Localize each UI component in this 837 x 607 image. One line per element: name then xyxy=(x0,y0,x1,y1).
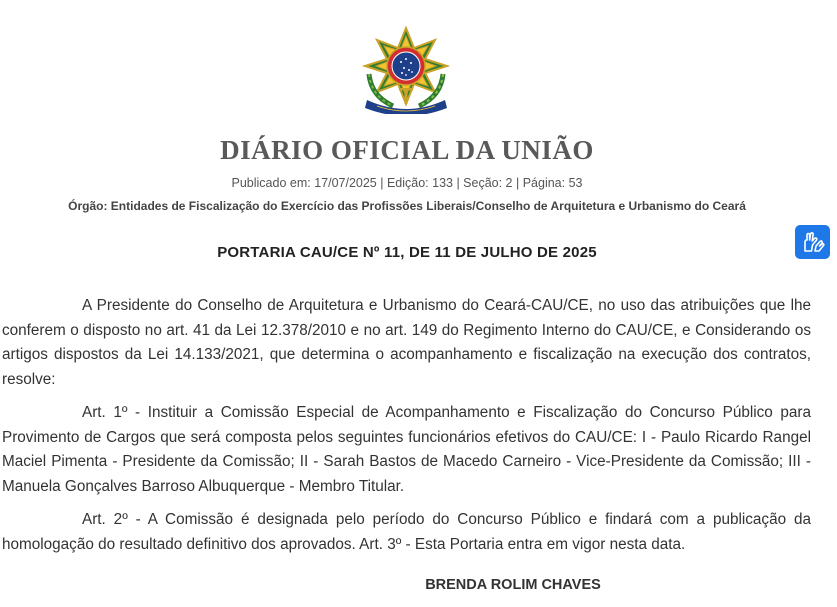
brazil-coat-of-arms-icon xyxy=(359,26,453,114)
act-body xyxy=(2,294,811,566)
preamble-paragraph: A Presidente do Conselho de Arquitetura e Urbanismo do Ceará-CAU/CE, no uso das atribuições que lhe conferem o disposto no art. 41 da Lei 12.378/2010 e no art. 149 do Regimento Interno do CAU/CE, e Considerando os artigos dispostos da Lei 14.133/2021, que determina o acompanhamento e fiscalização na execução dos contratos, resolve: xyxy=(2,297,811,388)
gazette-title: DIÁRIO OFICIAL DA UNIÃO xyxy=(220,135,594,165)
issuing-organ: Órgão: Entidades de Fiscalização do Exercício das Profissões Liberais/Conselho de Arquitetura e Urbanismo do Ceará xyxy=(68,199,746,213)
publication-info: Publicado em: 17/07/2025 | Edição: 133 | Seção: 2 | Página: 53 xyxy=(231,176,583,190)
act-title: PORTARIA CAU/CE Nº 11, DE 11 DE JULHO DE 2025 xyxy=(217,244,597,261)
article-2-paragraph: Art. 2º - A Comissão é designada pelo período do Concurso Público e findará com a publicação da homologação do resultado definitivo dos aprovados. Art. 3º - Esta Portaria entra em vigor nesta data. xyxy=(2,511,811,553)
signatory-name: BRENDA ROLIM CHAVES xyxy=(425,577,601,593)
article-1-paragraph: Art. 1º - Instituir a Comissão Especial de Acompanhamento e Fiscalização do Concurso Público para Provimento de Cargos que será composta pelos seguintes funcionários efetivos do CAU/CE: I - Paulo Ricardo Rangel Maciel Pimenta - Presidente da Comissão; II - Sarah Bastos de Macedo Carneiro - Vice-Presidente da Comissão; III - Manuela Gonçalves Barroso Albuquerque - Membro Titular. xyxy=(2,404,811,495)
